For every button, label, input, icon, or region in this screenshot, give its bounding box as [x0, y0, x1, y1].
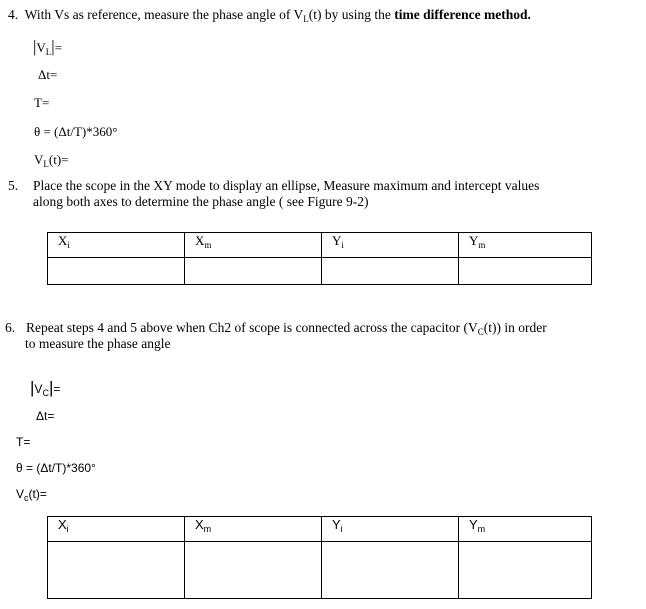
header-cell-ym [459, 233, 592, 258]
vl-subscript: L [45, 47, 52, 57]
step-4-theta-formula: θ = (Δt/T)*360° [34, 124, 118, 139]
vlt-subscript: L [43, 159, 49, 169]
header-cell-xi [48, 233, 185, 258]
step-6-line-1-prefix: Repeat steps 4 and 5 above when Ch2 of scope is connected across the capacitor (V [26, 320, 478, 335]
step-5-line-2: along both axes to determine the phase angle ( see Figure 9-2) [33, 194, 369, 209]
vc-subscript: C [42, 388, 49, 398]
step-4-number: 4. [8, 7, 19, 22]
header-xi-main: X [58, 517, 67, 532]
step-4-period: T= [34, 95, 50, 110]
step-4-text-mid: (t) by using the [308, 7, 395, 22]
header-yi-sub: i [340, 524, 343, 534]
vc-magnitude-line [30, 379, 60, 398]
abs-bar-left: | [30, 378, 35, 397]
step-6-line-1-suffix: (t)) in order [483, 320, 547, 335]
table-cell[interactable] [459, 258, 592, 285]
header-xi-main: X [58, 233, 68, 248]
abs-bar-right: | [51, 37, 55, 56]
table-header-row [48, 517, 592, 542]
vl-magnitude-line [33, 38, 62, 57]
header-ym-sub: m [478, 240, 486, 250]
vlt-symbol: V [34, 152, 44, 167]
vlt-rest: (t)= [48, 152, 69, 167]
equals-sign: = [54, 40, 63, 55]
step-5-number: 5. [8, 178, 19, 193]
header-xm-sub: m [204, 240, 212, 250]
header-ym-main: Y [469, 233, 479, 248]
header-xi-sub: i [66, 524, 69, 534]
vl-symbol: V [36, 40, 46, 55]
vl-t-line [34, 152, 69, 169]
step-5-line-1: Place the scope in the XY mode to display an ellipse, Measure maximum and intercept values [33, 178, 540, 193]
step-6-line-2: to measure the phase angle [25, 336, 171, 351]
table-row [48, 258, 592, 285]
vct-rest: (t)= [28, 487, 47, 501]
vct-symbol: V [16, 487, 25, 501]
step-4-dt: Δt= [38, 67, 58, 82]
step-6-number: 6. [5, 320, 16, 335]
abs-bar-right: | [48, 378, 54, 397]
header-yi-sub: i [341, 240, 344, 250]
step-5-table [47, 232, 592, 285]
header-cell-yi [322, 517, 459, 542]
table-cell[interactable] [459, 542, 592, 599]
table-cell[interactable] [185, 542, 322, 599]
header-xi-sub: i [67, 240, 70, 250]
step-6-line-1-sub: C [477, 327, 484, 337]
header-yi-main: Y [332, 233, 342, 248]
header-cell-ym [459, 517, 592, 542]
step-6-theta-formula: θ = (Δt/T)*360° [16, 461, 96, 475]
step-6-period: T= [16, 435, 31, 449]
vc-symbol: V [34, 382, 43, 396]
step-6-dt: Δt= [36, 409, 55, 423]
vc-t-line [16, 487, 47, 503]
header-yi-main: Y [332, 517, 341, 532]
step-4-text-prefix: With Vs as reference, measure the phase angle of V [24, 7, 304, 22]
step-6-table [47, 516, 592, 599]
table-cell[interactable] [48, 258, 185, 285]
step-4-instruction [8, 6, 531, 28]
header-ym-sub: m [477, 524, 486, 534]
table-cell[interactable] [48, 542, 185, 599]
table-cell[interactable] [185, 258, 322, 285]
table-row [48, 542, 592, 599]
equals-sign: = [53, 382, 61, 396]
header-xm-main: X [195, 233, 205, 248]
abs-bar-left: | [33, 37, 37, 56]
header-xm-sub: m [203, 524, 212, 534]
table-header-row [48, 233, 592, 258]
step-4-text-bold: time difference method. [394, 7, 531, 22]
header-xm-main: X [195, 517, 204, 532]
table-cell[interactable] [322, 542, 459, 599]
table-cell[interactable] [322, 258, 459, 285]
header-cell-xm [185, 233, 322, 258]
step-4-sub-l: L [303, 14, 309, 24]
header-cell-xm [185, 517, 322, 542]
header-cell-yi [322, 233, 459, 258]
header-cell-xi [48, 517, 185, 542]
vct-subscript: c [24, 493, 29, 503]
header-ym-main: Y [469, 517, 478, 532]
